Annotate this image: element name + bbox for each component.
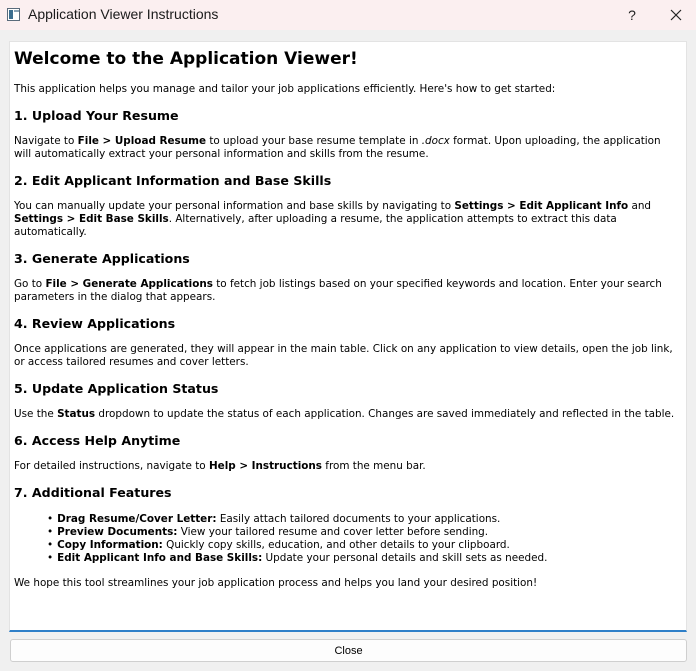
doc-closing: We hope this tool streamlines your job application process and helps you land your desired position! — [14, 577, 538, 589]
section-title-status: 5. Update Application Status — [14, 381, 219, 396]
window-close-button[interactable] — [656, 0, 696, 30]
section-body-edit-info: You can manually update your personal information and base skills by navigating to Settings > Edit Applicant Info and Settings > Edit Base Skills. Alternatively, after uploading a resume, the application attempts to extract this data automatically. — [14, 200, 652, 238]
doc-heading: Welcome to the Application Viewer! — [14, 49, 358, 69]
section-title-help: 6. Access Help Anytime — [14, 433, 181, 448]
list-item: • Drag Resume/Cover Letter: Easily attach tailored documents to your applications. — [47, 513, 681, 526]
window-title: Application Viewer Instructions — [28, 6, 219, 22]
section-title-generate: 3. Generate Applications — [14, 251, 190, 266]
list-item: • Edit Applicant Info and Base Skills: Update your personal details and skill sets as needed. — [47, 552, 681, 565]
title-bar — [0, 0, 696, 30]
section-title-review: 4. Review Applications — [14, 316, 176, 331]
close-button[interactable]: Close — [10, 639, 687, 662]
section-body-upload: Navigate to File > Upload Resume to upload your base resume template in .docx format. Upon uploading, the application will automatically extract your personal information and skills from the resume. — [14, 135, 661, 160]
close-icon — [670, 9, 682, 21]
section-body-status: Use the Status dropdown to update the status of each application. Changes are saved immediately and reflected in the table. — [14, 408, 675, 420]
list-item: • Preview Documents: View your tailored resume and cover letter before sending. — [47, 526, 681, 539]
section-title-features: 7. Additional Features — [14, 485, 172, 500]
list-item: • Copy Information: Quickly copy skills, education, and other details to your clipboard. — [47, 539, 681, 552]
section-body-help: For detailed instructions, navigate to Help > Instructions from the menu bar. — [14, 460, 426, 472]
section-title-upload: 1. Upload Your Resume — [14, 108, 179, 123]
section-title-edit-info: 2. Edit Applicant Information and Base Skills — [14, 173, 332, 188]
instructions-document[interactable] — [9, 41, 687, 632]
section-body-review: Once applications are generated, they will appear in the main table. Click on any application to view details, open the job link, or access tailored resumes and cover letters. — [14, 343, 673, 368]
section-body-generate: Go to File > Generate Applications to fetch job listings based on your specified keywords and location. Enter your search parameters in the dialog that appears. — [14, 278, 662, 303]
features-list — [47, 513, 681, 565]
doc-intro: This application helps you manage and tailor your job applications efficiently. Here's how to get started: — [14, 83, 556, 95]
app-window-icon — [7, 8, 20, 21]
help-button[interactable]: ? — [628, 7, 636, 23]
